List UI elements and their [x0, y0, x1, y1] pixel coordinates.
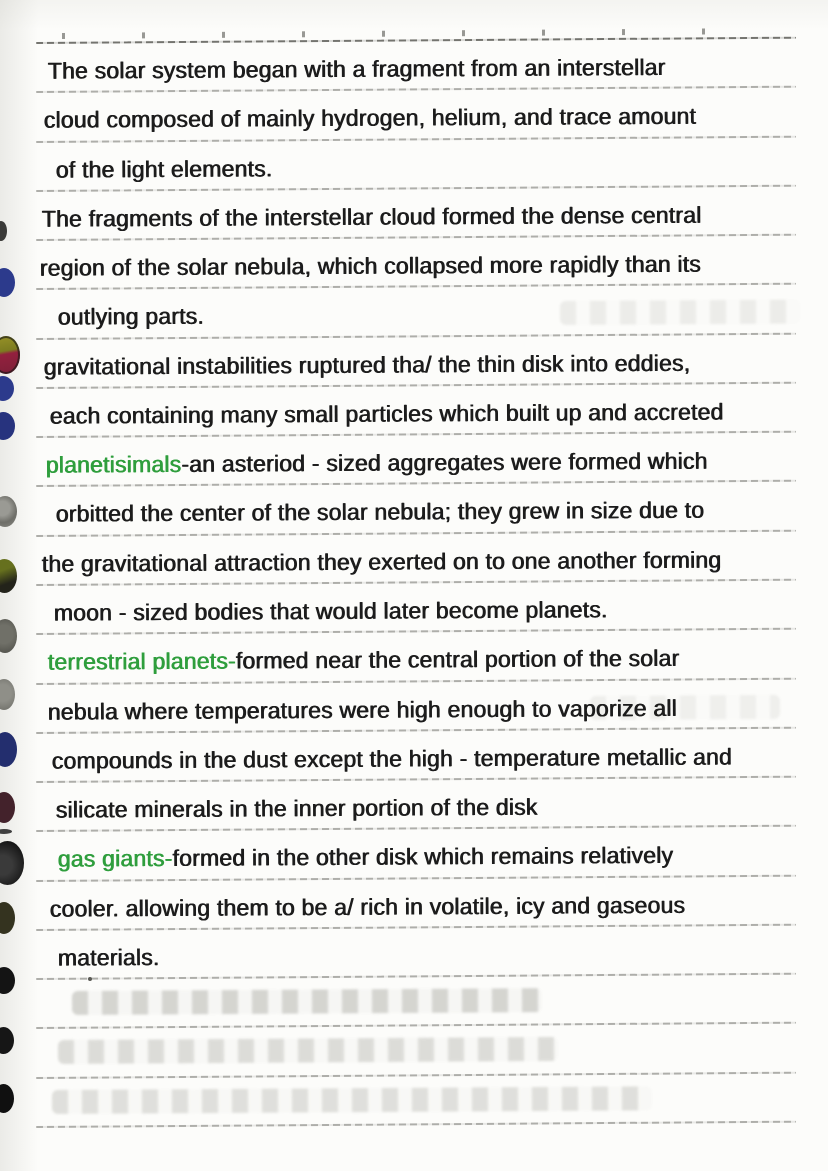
ruled-line: [36, 1121, 796, 1128]
note-line: [0, 135, 828, 190]
note-text: formed near the central portion of the solar: [235, 645, 680, 674]
note-line: [0, 431, 828, 486]
note-text: each containing many small particles which built up and accreted: [49, 398, 724, 429]
ruled-line: [36, 1071, 796, 1078]
note-line: [0, 480, 828, 535]
key-term: planetisimals: [45, 451, 182, 478]
note-text: the gravitational attraction they exerted on to one another forming: [41, 546, 722, 577]
show-through-text: [52, 1086, 652, 1114]
note-text: of the light elements.: [55, 154, 273, 183]
note-text: orbitted the center of the solar nebula; they grew in size due to: [55, 497, 705, 528]
binding-mark: [0, 1027, 14, 1054]
show-through-text: [72, 988, 542, 1015]
show-through-text: [58, 1037, 558, 1064]
note-line: [0, 727, 828, 782]
binding-mark: [0, 1084, 14, 1113]
note-text: outlying parts.: [57, 303, 205, 330]
note-text: -an asteriod - sized aggregates were formed which: [181, 447, 708, 478]
note-text: The fragments of the interstellar cloud formed the dense central: [41, 201, 702, 232]
key-term: gas giants-: [57, 845, 173, 872]
note-line: [0, 825, 828, 880]
note-line: [0, 333, 828, 388]
note-text: gravitational instabilities ruptured tha/ the thin disk into eddies,: [43, 349, 691, 380]
note-text: formed in the other disk which remains relatively: [172, 842, 674, 872]
note-text: silicate minerals in the inner portion of the disk: [55, 793, 538, 823]
note-text: compounds in the dust except the high - temperature metallic and: [51, 743, 733, 774]
note-text: cloud composed of mainly hydrogen, helium, and trace amount: [43, 103, 697, 133]
note-line: [0, 530, 828, 585]
note-text: region of the solar nebula, which collapsed more rapidly than its: [39, 250, 702, 281]
note-line: [0, 579, 828, 634]
note-line: [0, 924, 828, 979]
key-term: terrestrial planets-: [47, 647, 237, 675]
note-text: nebula where temperatures were high enough to vaporize all: [47, 694, 678, 725]
ruled-line: [36, 1022, 796, 1029]
note-line: [0, 875, 828, 930]
note-line: [0, 86, 828, 141]
note-text: cooler. allowing them to be a/ rich in volatile, icy and gaseous: [49, 891, 686, 922]
note-text: The solar system began with a fragment from an interstellar: [47, 53, 666, 84]
note-line: [0, 776, 828, 831]
note-line: [0, 628, 828, 683]
note-line: [0, 185, 828, 240]
note-text: materials.: [57, 943, 160, 971]
note-line: [0, 37, 828, 92]
note-line: [0, 283, 828, 338]
note-line: [0, 234, 828, 289]
note-line: [0, 677, 828, 732]
note-text: moon - sized bodies that would later become planets.: [53, 596, 608, 626]
note-line: [0, 382, 828, 437]
